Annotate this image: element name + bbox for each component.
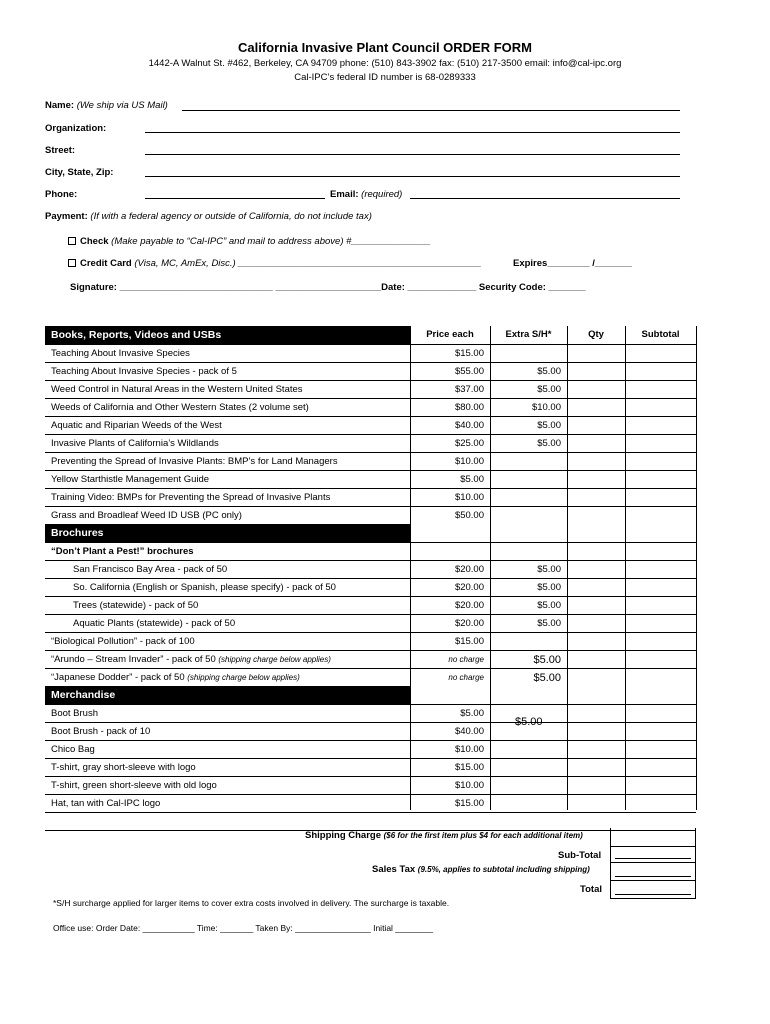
item-name: Hat, tan with Cal-IPC logo	[51, 798, 161, 809]
table-row	[45, 434, 696, 452]
payment-label: Payment: (If with a federal agency or outside of California, do not include tax)	[45, 211, 372, 222]
sales-tax-field[interactable]	[615, 876, 691, 877]
item-note: (shipping charge below applies)	[187, 673, 300, 682]
name-note: (We ship via US Mail)	[76, 100, 168, 111]
item-name: Preventing the Spread of Invasive Plants: BMP’s for Land Managers	[51, 456, 338, 467]
item-name	[45, 669, 410, 687]
item-sh	[490, 813, 567, 831]
merch-sh: $5.00	[515, 716, 543, 728]
item-price: $37.00	[454, 384, 484, 395]
subtotal-cell	[625, 597, 696, 615]
item-price: $55.00	[454, 366, 484, 377]
email-field[interactable]	[410, 198, 680, 199]
subtotal-cell	[625, 669, 696, 687]
qty-field[interactable]	[567, 723, 625, 741]
item-sh: $5.00	[537, 366, 561, 377]
organization-label: Organization:	[45, 123, 107, 134]
table-row	[45, 416, 696, 434]
subtotal-cell	[625, 489, 696, 507]
subtotal-cell	[625, 417, 696, 435]
item-sh: $5.00	[537, 438, 561, 449]
table-row	[45, 578, 696, 596]
item-price: $10.00	[454, 492, 484, 503]
subtotal-cell	[625, 759, 696, 777]
item-name: San Francisco Bay Area - pack of 50	[73, 564, 228, 575]
item-price: $5.00	[460, 708, 484, 719]
col-qty: Qty	[588, 329, 604, 340]
item-sh: $5.00	[537, 600, 561, 611]
item-price: $15.00	[454, 348, 484, 359]
table-row	[45, 776, 696, 794]
federal-id: Cal-IPC’s federal ID number is 68-0289333	[294, 72, 476, 83]
qty-field[interactable]	[567, 363, 625, 381]
item-price	[410, 813, 490, 831]
item-name	[45, 651, 410, 669]
item-name: Chico Bag	[51, 744, 95, 755]
phone-label: Phone:	[45, 189, 78, 200]
qty-field[interactable]	[567, 561, 625, 579]
blank-row	[45, 812, 696, 830]
item-price: $20.00	[454, 564, 484, 575]
qty-field[interactable]	[567, 579, 625, 597]
check-checkbox[interactable]	[68, 237, 76, 245]
qty-field[interactable]	[567, 651, 625, 669]
subtotal-cell	[625, 471, 696, 489]
item-price: $20.00	[454, 618, 484, 629]
total-field[interactable]	[615, 894, 691, 895]
table-row	[45, 722, 696, 740]
table-row	[45, 452, 696, 470]
subtotal-cell	[625, 435, 696, 453]
qty-field[interactable]	[567, 345, 625, 363]
subtotal-field[interactable]	[615, 858, 691, 859]
item-price: $20.00	[454, 600, 484, 611]
col-subtotal: Subtotal	[641, 329, 680, 340]
table-row	[45, 614, 696, 632]
subtotal-cell	[625, 507, 696, 525]
subtotal-cell	[625, 651, 696, 669]
subtotal-cell	[625, 453, 696, 471]
item-sh	[490, 543, 567, 561]
item-sh	[490, 345, 567, 363]
table-row	[45, 506, 696, 524]
item-name: Aquatic and Riparian Weeds of the West	[51, 420, 222, 431]
shipping-charge-note: ($6 for the first item plus $4 for each additional item)	[383, 831, 583, 840]
item-sh	[490, 759, 567, 777]
subtotal-cell	[625, 705, 696, 723]
item-name	[45, 813, 410, 831]
item-price: $5.00	[460, 474, 484, 485]
item-sh: $10.00	[531, 402, 561, 413]
item-sh: $5.00	[537, 582, 561, 593]
table-row	[45, 380, 696, 398]
qty-field[interactable]	[567, 543, 625, 561]
qty-field[interactable]	[567, 471, 625, 489]
qty-field[interactable]	[567, 381, 625, 399]
item-price: $80.00	[454, 402, 484, 413]
item-sh: $5.00	[537, 420, 561, 431]
subtotal-cell	[625, 777, 696, 795]
item-name-text: “Arundo – Stream Invader” - pack of 50	[51, 654, 216, 665]
office-use-line: Office use: Order Date: ___________ Time: _______ Taken By: ________________ Initial ________	[53, 923, 434, 933]
signature-line[interactable]: Signature: _____________________________ ____________________Date: _____________ Security Code: _______	[70, 282, 586, 293]
item-name: Teaching About Invasive Species	[51, 348, 190, 359]
item-sh	[490, 741, 567, 759]
item-sh: $5.00	[533, 672, 561, 684]
item-price: no charge	[448, 655, 484, 664]
form-title: California Invasive Plant Council ORDER FORM	[238, 40, 532, 55]
item-price	[410, 543, 490, 561]
street-label: Street:	[45, 145, 76, 156]
subtotal-cell	[625, 579, 696, 597]
subtotal-cell	[625, 363, 696, 381]
table-row	[45, 362, 696, 380]
email-label: Email: (required)	[330, 189, 403, 200]
item-name: T-shirt, gray short-sleeve with logo	[51, 762, 196, 773]
item-price: no charge	[448, 673, 484, 682]
qty-field[interactable]	[567, 489, 625, 507]
table-row	[45, 668, 696, 686]
item-name: Boot Brush - pack of 10	[51, 726, 151, 737]
item-sh	[490, 471, 567, 489]
shipping-charge-label: Shipping Charge ($6 for the first item plus $4 for each additional item)	[305, 830, 583, 841]
item-sh	[490, 777, 567, 795]
table-row	[45, 740, 696, 758]
payment-note: (If with a federal agency or outside of California, do not include tax)	[90, 211, 372, 222]
subtotal-cell	[625, 723, 696, 741]
table-row	[45, 794, 696, 812]
item-price: $20.00	[454, 582, 484, 593]
brochure-heading-row	[45, 542, 696, 560]
item-sh: $5.00	[537, 564, 561, 575]
item-name: Grass and Broadleaf Weed ID USB (PC only)	[51, 510, 242, 521]
table-row	[45, 704, 696, 722]
qty-field[interactable]	[567, 759, 625, 777]
item-sh: $5.00	[537, 384, 561, 395]
subtotal-cell	[625, 741, 696, 759]
qty-field[interactable]	[567, 453, 625, 471]
item-name: Yellow Starthistle Management Guide	[51, 474, 210, 485]
name-label: Name: (We ship via US Mail)	[45, 100, 168, 111]
organization-field[interactable]	[145, 132, 680, 133]
col-price: Price each	[426, 329, 474, 340]
qty-field[interactable]	[567, 705, 625, 723]
totals-box	[610, 828, 696, 898]
subtotal-cell	[625, 633, 696, 651]
credit-card-option[interactable]: Credit Card (Visa, MC, AmEx, Disc.) ______________________________________________	[68, 258, 481, 269]
name-field[interactable]	[182, 110, 680, 111]
table-row	[45, 632, 696, 650]
item-sh	[490, 795, 567, 813]
table-row	[45, 650, 696, 668]
table-row	[45, 488, 696, 506]
item-name: Boot Brush	[51, 708, 98, 719]
credit-card-checkbox[interactable]	[68, 259, 76, 267]
sales-tax-note: (9.5%, applies to subtotal including shipping)	[417, 865, 590, 874]
item-price: $15.00	[454, 636, 484, 647]
table-row	[45, 398, 696, 416]
item-name: Weed Control in Natural Areas in the Western United States	[51, 384, 303, 395]
sales-tax-label: Sales Tax (9.5%, applies to subtotal including shipping)	[372, 864, 590, 875]
subtotal-label: Sub-Total	[558, 850, 602, 861]
item-name: “Don’t Plant a Pest!” brochures	[51, 546, 194, 557]
subtotal-cell	[625, 795, 696, 813]
item-name: Invasive Plants of California’s Wildlands	[51, 438, 219, 449]
item-price: $15.00	[454, 798, 484, 809]
expires-field[interactable]: Expires________ /_______	[513, 258, 632, 269]
section-merchandise: Merchandise	[45, 686, 410, 704]
section-brochures: Brochures	[45, 524, 410, 542]
item-name: Trees (statewide) - pack of 50	[73, 600, 199, 611]
credit-card-note: (Visa, MC, AmEx, Disc.) ______________________________________________	[134, 258, 482, 269]
qty-field[interactable]	[567, 795, 625, 813]
item-price: $40.00	[454, 420, 484, 431]
subtotal-cell	[625, 399, 696, 417]
item-name: T-shirt, green short-sleeve with old logo	[51, 780, 217, 791]
col-sh: Extra S/H*	[505, 329, 552, 340]
item-sh	[490, 489, 567, 507]
item-price: $10.00	[454, 780, 484, 791]
qty-field[interactable]	[567, 417, 625, 435]
item-name: Teaching About Invasive Species - pack of 5	[51, 366, 237, 377]
subtotal-cell	[625, 543, 696, 561]
item-sh	[490, 507, 567, 525]
item-sh	[490, 633, 567, 651]
qty-field[interactable]	[567, 633, 625, 651]
item-name: Weeds of California and Other Western States (2 volume set)	[51, 402, 309, 413]
check-option[interactable]: Check (Make payable to “Cal-IPC” and mail to address above) #_______________	[68, 236, 431, 247]
total-label: Total	[580, 884, 602, 895]
qty-field[interactable]	[567, 435, 625, 453]
subtotal-cell	[625, 345, 696, 363]
subtotal-cell	[625, 561, 696, 579]
item-sh	[490, 453, 567, 471]
qty-field[interactable]	[567, 777, 625, 795]
subtotal-cell	[625, 615, 696, 633]
item-name: Aquatic Plants (statewide) - pack of 50	[73, 618, 236, 629]
item-price: $25.00	[454, 438, 484, 449]
subtotal-cell	[625, 381, 696, 399]
surcharge-note: *S/H surcharge applied for larger items to cover extra costs involved in delivery. The surcharge is taxable.	[53, 898, 450, 908]
item-name: “Biological Pollution” - pack of 100	[51, 636, 195, 647]
qty-field[interactable]	[567, 597, 625, 615]
item-name: So. California (English or Spanish, please specify) - pack of 50	[73, 582, 336, 593]
item-sh: $5.00	[533, 654, 561, 666]
qty-field[interactable]	[567, 615, 625, 633]
item-price: $50.00	[454, 510, 484, 521]
qty-field[interactable]	[567, 507, 625, 525]
table-row	[45, 596, 696, 614]
item-price: $10.00	[454, 744, 484, 755]
table-row	[45, 560, 696, 578]
city-label: City, State, Zip:	[45, 167, 114, 178]
item-price: $10.00	[454, 456, 484, 467]
table-row	[45, 470, 696, 488]
email-note: (required)	[361, 189, 403, 200]
item-price: $40.00	[454, 726, 484, 737]
check-note: (Make payable to “Cal-IPC” and mail to address above) #_______________	[111, 236, 431, 247]
item-note: (shipping charge below applies)	[218, 655, 331, 664]
qty-field[interactable]	[567, 669, 625, 687]
street-field[interactable]	[145, 154, 680, 155]
item-price: $15.00	[454, 762, 484, 773]
item-name-text: “Japanese Dodder” - pack of 50	[51, 672, 185, 683]
table-row	[45, 758, 696, 776]
contact-address: 1442-A Walnut St. #462, Berkeley, CA 94709 phone: (510) 843-3902 fax: (510) 217-3500 email: info@cal-ipc.org	[148, 58, 622, 69]
city-field[interactable]	[145, 176, 680, 177]
item-sh: $5.00	[537, 618, 561, 629]
section-books: Books, Reports, Videos and USBs	[45, 326, 410, 344]
qty-field[interactable]	[567, 741, 625, 759]
qty-field[interactable]	[567, 399, 625, 417]
item-name: Training Video: BMPs for Preventing the Spread of Invasive Plants	[51, 492, 331, 503]
table-row	[45, 344, 696, 362]
phone-field[interactable]	[145, 198, 325, 199]
